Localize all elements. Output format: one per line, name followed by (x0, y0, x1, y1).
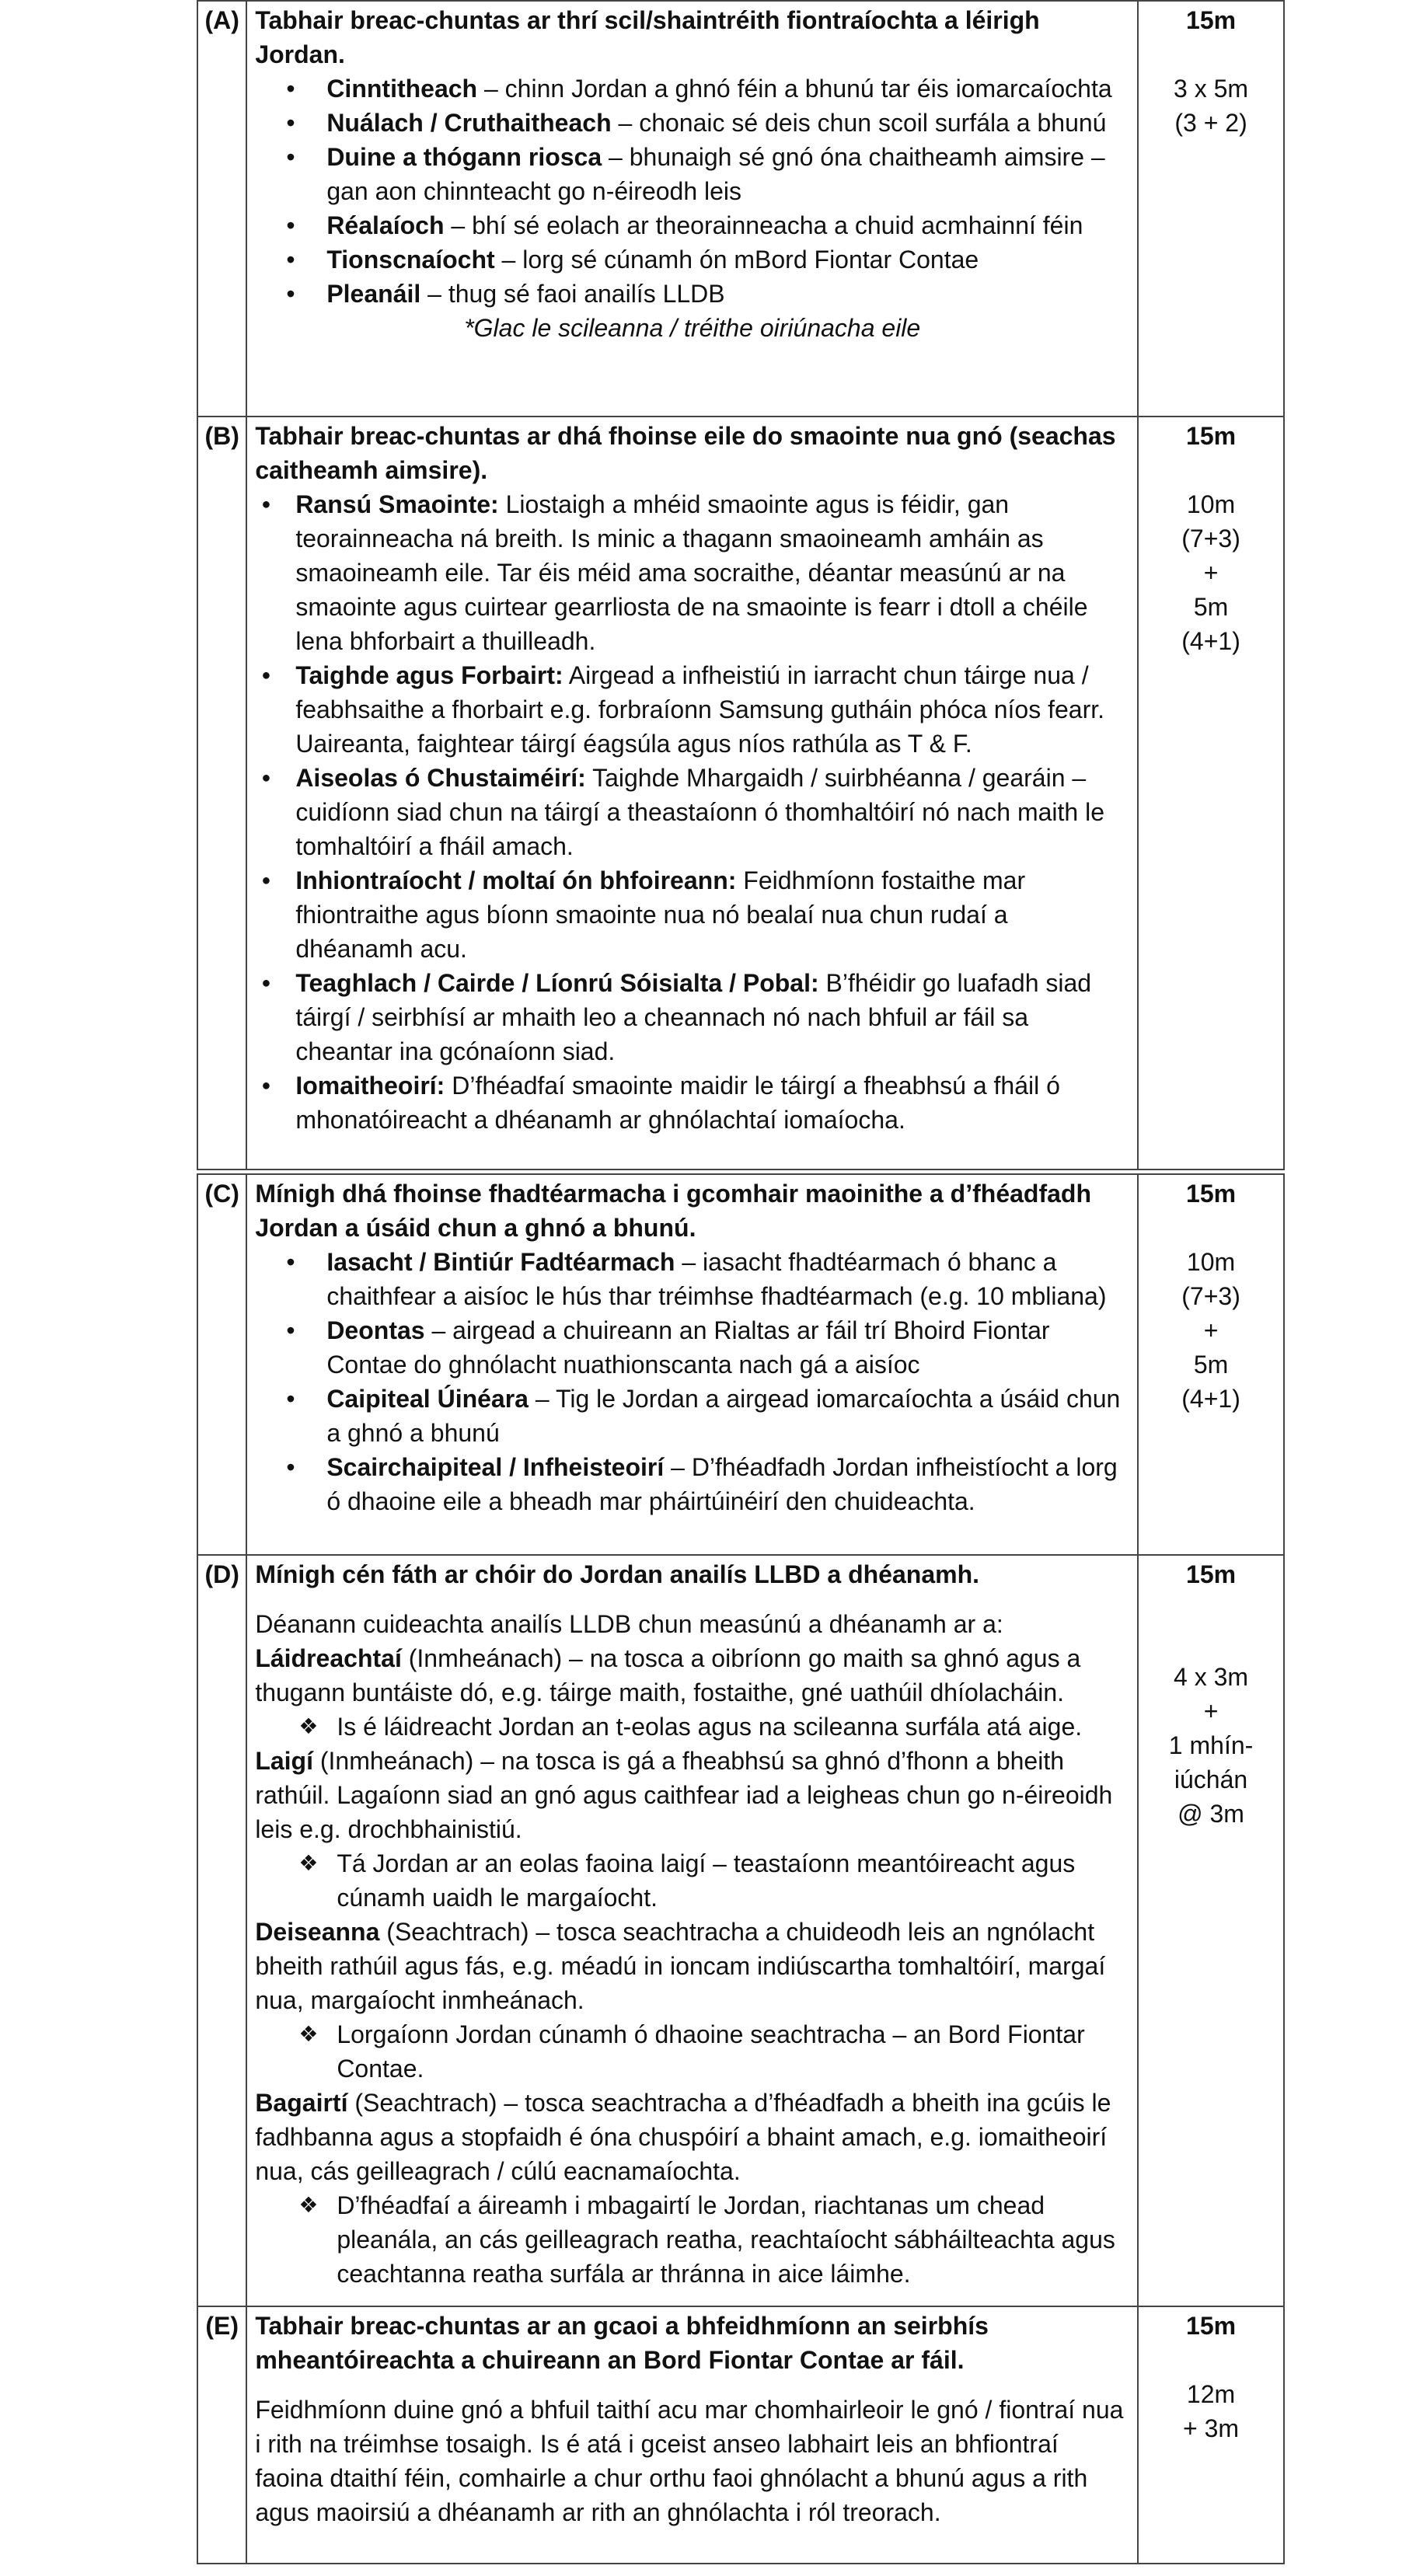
question-row-a (197, 1, 1284, 417)
question-text: Tabhair breac-chuntas ar an gcaoi a bhfeidhmíonn an seirbhís mheantóireachta a chuireann an Bord Fiontar Contae ar fáil. (255, 2312, 989, 2374)
list-item: ● Iomaitheoirí: D’fhéadfaí smaointe maidir le táirgí a fheabhsú a fháil ó mhonatóireacht a dhéanamh ar ghnólachtaí iomaíocha. (255, 1068, 1129, 1137)
question-content (246, 1174, 1138, 1555)
swot-section: Laigí (Inmheánach) – na tosca is gá a fheabhsú sa ghnó d’fhonn a bheith rathúil. Lagaíonn siad an gnó agus caithfear iad a leigheas chun go n-éireoidh leis e.g. drochbhainistiú. ❖ Tá Jordan ar an eolas faoina laigí – teastaíonn meantóireacht agus cúnamh uaidh le margaíocht. (255, 1744, 1129, 1915)
swot-section: Deiseanna (Seachtrach) – tosca seachtracha a chuideodh leis an ngnólacht bheith rathúil agus fás, e.g. méadú in ioncam indiúscartha tomhaltóirí, margaí nua, margaíocht inmheánach. ❖ Lorgaíonn Jordan cúnamh ó dhaoine seachtracha – an Bord Fiontar Contae. (255, 1915, 1129, 2086)
marks-cell: 15m 12m + 3m (1138, 2306, 1284, 2564)
list-item: ❖ D’fhéadfaí a áireamh i mbagairtí le Jordan, riachtanas um chead pleanála, an cás geilleagrach reatha, reachtaíocht sábháilteachta agus ceachtanna reatha surfála ar thránna in aice láimhe. (255, 2188, 1129, 2291)
list-item: • Deontas – airgead a chuireann an Rialtas ar fáil trí Bhoird Fiontar Contae do ghnólacht nuathionscanta nach gá a aisíoc (255, 1313, 1129, 1382)
list-item: • Cinntitheach – chinn Jordan a ghnó féin a bhunú tar éis iomarcaíochta (255, 71, 1129, 106)
marks-cell: 15m 3 x 5m (3 + 2) (1138, 1, 1284, 417)
list-item: ❖ Is é láidreacht Jordan an t-eolas agus na scileanna surfála atá aige. (255, 1710, 1129, 1744)
list-item: • Scairchaipiteal / Infheisteoirí – D’fhéadfadh Jordan infheistíocht a lorg ó dhaoine eile a bheadh mar pháirtúinéirí den chuideachta. (255, 1450, 1129, 1518)
marks-cell: 15m 4 x 3m + 1 mhín- iúchán @ 3m (1138, 1555, 1284, 2306)
list-item: • Réalaíoch – bhí sé eolach ar theorainneacha a chuid acmhainní féin (255, 208, 1129, 242)
list-item: • Duine a thógann riosca – bhunaigh sé gnó óna chaitheamh aimsire – gan aon chinnteacht go n-éireodh leis (255, 140, 1129, 208)
list-item: ● Taighde agus Forbairt: Airgead a infheistiú in iarracht chun táirge nua / feabhsaithe a fhorbairt e.g. forbraíonn Samsung gutháin phóca níos fearr. Uaireanta, faightear táirgí éagsúla agus níos rathúla as T & F. (255, 658, 1129, 761)
question-label: (E) (197, 2306, 246, 2564)
question-content (246, 417, 1138, 1169)
question-text: Tabhair breac-chuntas ar dhá fhoinse eile do smaointe nua gnó (seachas caitheamh aimsire). (255, 422, 1116, 484)
question-label: (B) (197, 417, 246, 1169)
question-content (246, 2306, 1138, 2564)
list-item: ❖ Tá Jordan ar an eolas faoina laigí – teastaíonn meantóireacht agus cúnamh uaidh le margaíocht. (255, 1846, 1129, 1915)
idea-sources-list (255, 487, 1129, 1137)
finance-sources-list (255, 1245, 1129, 1518)
list-item: • Pleanáil – thug sé faoi anailís LLDB (255, 277, 1129, 311)
question-content (246, 1555, 1138, 2306)
skills-list (255, 71, 1129, 311)
question-row-d (197, 1555, 1284, 2306)
list-item: • Nuálach / Cruthaitheach – chonaic sé deis chun scoil surfála a bhunú (255, 106, 1129, 140)
answer-text: Feidhmíonn duine gnó a bhfuil taithí acu mar chomhairleoir le gnó / fiontraí nua i rith na tréimhse tosaigh. Is é atá i gceist anseo labhairt leis an bhfiontraí faoina dtaithí féin, comhairle a chur orthu faoi ghnólacht a bhunú agus a rith agus maoirsiú a dhéanamh ar rith an ghnólachta i ról treorach. (255, 2396, 1124, 2526)
question-text: Tabhair breac-chuntas ar thrí scil/shaintréith fiontraíochta a léirigh Jordan. (255, 6, 1040, 68)
list-item: • Caipiteal Úinéara – Tig le Jordan a airgead iomarcaíochta a úsáid chun a ghnó a bhunú (255, 1382, 1129, 1450)
question-label: (D) (197, 1555, 246, 2306)
intro-text: Déanann cuideachta anailís LLDB chun measúnú a dhéanamh ar a: (255, 1610, 1003, 1638)
marking-scheme-table-1 (197, 0, 1285, 1170)
swot-section: Láidreachtaí (Inmheánach) – na tosca a oibríonn go maith sa ghnó agus a thugann buntáiste dó, e.g. táirge maith, fostaithe, gné uathúil dhíolacháin. ❖ Is é láidreacht Jordan an t-eolas agus na scileanna surfála atá aige. (255, 1641, 1129, 1744)
question-label: (A) (197, 1, 246, 417)
marks-cell: 15m 10m (7+3) + 5m (4+1) (1138, 417, 1284, 1169)
list-item: ❖ Lorgaíonn Jordan cúnamh ó dhaoine seachtracha – an Bord Fiontar Contae. (255, 2017, 1129, 2086)
swot-section: Bagairtí (Seachtrach) – tosca seachtracha a d’fhéadfadh a bheith ina gcúis le fadhbanna agus a stopfaidh é óna chuspóirí a bhaint amach, e.g. iomaitheoirí nua, cás geilleagrach / cúlú eacnamaíochta. ❖ D’fhéadfaí a áireamh i mbagairtí le Jordan, riachtanas um chead pleanála, an cás geilleagrach reatha, reachtaíocht sábháilteachta agus ceachtanna reatha surfála ar thránna in aice láimhe. (255, 2086, 1129, 2291)
list-item: • Tionscnaíocht – lorg sé cúnamh ón mBord Fiontar Contae (255, 242, 1129, 277)
question-text: Mínigh cén fáth ar chóir do Jordan anailís LLBD a dhéanamh. (255, 1560, 979, 1588)
list-item: ● Ransú Smaointe: Liostaigh a mhéid smaointe agus is féidir, gan teorainneacha ná breith. Is minic a thagann smaoineamh amháin as smaoineamh eile. Tar éis méid ama socraithe, déantar measúnú ar na smaointe agus cuirtear gearrliosta de na smaointe is fearr i dtoll a chéile lena bhforbairt a thuilleadh. (255, 487, 1129, 658)
question-content (246, 1, 1138, 417)
marking-scheme-table-2 (197, 1173, 1285, 2564)
list-item: ● Inhiontraíocht / moltaí ón bhfoireann: Feidhmíonn fostaithe mar fhiontraithe agus bíonn smaointe nua nó bealaí nua chun rudaí a dhéanamh acu. (255, 863, 1129, 966)
marks-cell: 15m 10m (7+3) + 5m (4+1) (1138, 1174, 1284, 1555)
question-row-e (197, 2306, 1284, 2564)
marking-note: *Glac le scileanna / tréithe oiriúnacha eile (464, 314, 921, 342)
question-row-b (197, 417, 1284, 1169)
list-item: ● Aiseolas ó Chustaiméirí: Taighde Mhargaidh / suirbhéanna / gearáin – cuidíonn siad chun na táirgí a theastaíonn ó thomhaltóirí nó nach maith le tomhaltóirí a fháil amach. (255, 761, 1129, 863)
question-row-c (197, 1174, 1284, 1555)
question-label: (C) (197, 1174, 246, 1555)
list-item: • Iasacht / Bintiúr Fadtéarmach – iasacht fhadtéarmach ó bhanc a chaithfear a aisíoc le hús thar tréimhse fhadtéarmach (e.g. 10 mbliana) (255, 1245, 1129, 1313)
question-text: Mínigh dhá fhoinse fhadtéarmacha i gcomhair maoinithe a d’fhéadfadh Jordan a úsáid chun a ghnó a bhunú. (255, 1180, 1091, 1242)
list-item: ● Teaghlach / Cairde / Líonrú Sóisialta / Pobal: B’fhéidir go luafadh siad táirgí / seirbhísí ar mhaith leo a cheannach nó nach bhfuil ar fáil sa cheantar ina gcónaíonn siad. (255, 966, 1129, 1068)
